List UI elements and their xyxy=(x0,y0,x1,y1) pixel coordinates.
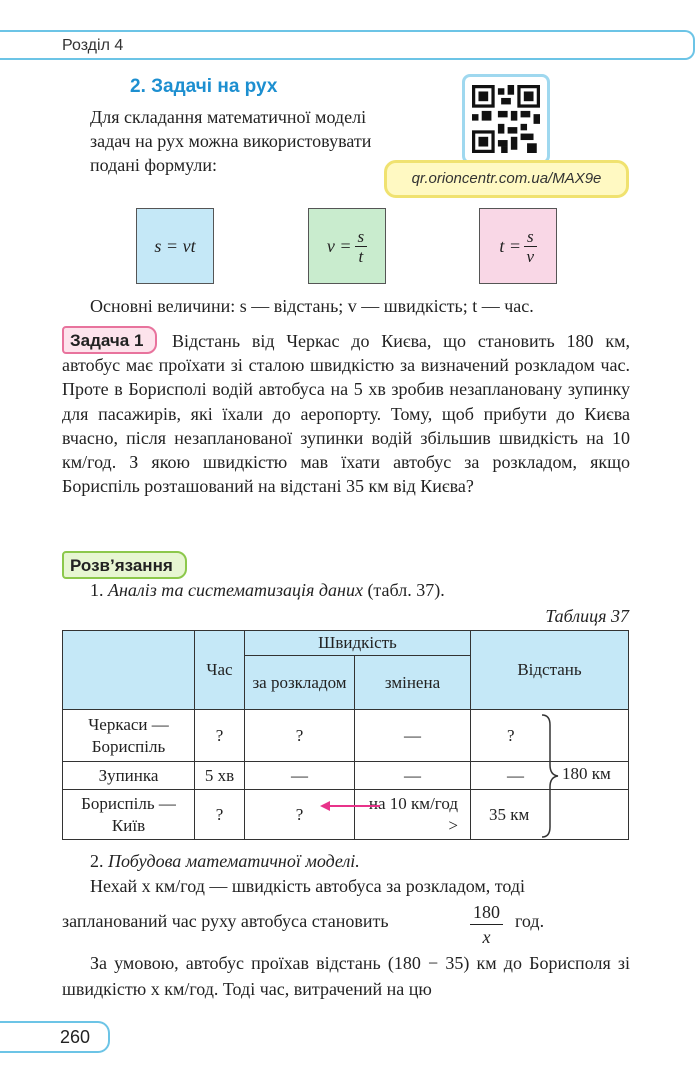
paragraph-hours-unit: год. xyxy=(515,911,545,931)
row-scheduled: ? xyxy=(245,790,355,840)
basic-quantities: Основні величини: s — відстань; v — швидкість; t — час. xyxy=(90,296,534,316)
qr-code-icon xyxy=(472,84,540,154)
right-brace-icon xyxy=(540,713,560,839)
row-label: Бориспіль — Київ xyxy=(63,790,195,840)
paragraph-condition xyxy=(62,950,630,1002)
row-label: Зупинка xyxy=(63,762,195,790)
page-number: 260 xyxy=(60,1027,91,1047)
step-1-ref: (табл. 37). xyxy=(367,580,445,600)
qr-link[interactable]: qr.orioncentr.com.ua/MAX9e xyxy=(384,160,629,198)
row-changed: — xyxy=(355,762,471,790)
formula-distance xyxy=(136,208,214,284)
formula-time-num: s xyxy=(524,227,537,247)
formula-time xyxy=(479,208,557,284)
fraction-180-over-x xyxy=(470,900,503,949)
header-time: Час xyxy=(195,631,245,710)
fraction-numerator: 180 xyxy=(470,900,503,925)
row-time: 5 хв xyxy=(195,762,245,790)
header-changed: змінена xyxy=(355,656,471,710)
step-2-number: 2. xyxy=(90,851,104,871)
row-distance: 35 км xyxy=(471,790,629,840)
row-time: ? xyxy=(195,790,245,840)
fraction-denominator: x xyxy=(482,927,491,947)
qr-code[interactable] xyxy=(462,74,550,164)
formula-speed-den: t xyxy=(358,246,364,266)
row-time: ? xyxy=(195,710,245,762)
formula-speed-left: v = xyxy=(326,235,352,256)
row-distance: ? xyxy=(471,710,629,762)
section-label: Розділ 4 xyxy=(62,37,124,54)
formula-speed-num: s xyxy=(355,227,368,247)
task-text xyxy=(62,329,630,498)
solution-tag: Розв’язання xyxy=(62,551,187,579)
section-header xyxy=(0,30,695,60)
formula-speed xyxy=(308,208,386,284)
step-1-title: Аналіз та систематизація даних xyxy=(108,580,363,600)
formula-time-left: t = xyxy=(499,235,522,256)
left-arrow-icon xyxy=(318,797,382,815)
row-scheduled: ? xyxy=(245,710,355,762)
step-2 xyxy=(90,851,360,872)
row-distance: — xyxy=(471,762,629,790)
intro-paragraph: Для складання математичної моделі задач на рух можна використовувати подані формули: xyxy=(90,107,372,175)
formula-distance-text: s = vt xyxy=(154,235,196,256)
header-distance: Відстань xyxy=(471,631,629,710)
brace-total-label: 180 км xyxy=(562,764,611,783)
row-changed: на 10 км/год > xyxy=(355,790,471,840)
task-body: Відстань від Черкас до Києва, що становить 180 км, автобус має проїхати зі сталою швидкістю за визначений розкладом час. Проте в Борисполі водій автобуса на 5 хв зробив незаплановану зупинку для пасажирів, які їхали до аеропорту. Тому, щоб прибути до Києва вчасно, після незапланованої зупинки водій збільшив швидкість на 10 км/год. З якою швидкістю мав їхати автобус за розкладом, якщо Бориспіль розташований на відстані 35 км від Києва? xyxy=(62,331,630,497)
row-changed: — xyxy=(355,710,471,762)
header-scheduled: за розкладом xyxy=(245,656,355,710)
header-empty xyxy=(63,631,195,710)
paragraph-let-x: Нехай x км/год — швидкість автобуса за розкладом, тоді xyxy=(90,876,526,896)
step-1 xyxy=(90,580,445,601)
paragraph-condition-text: За умовою, автобус проїхав відстань (180 − 35) км до Борисполя зі швидкістю x км/год. Тоді час, витрачений на цю xyxy=(62,953,630,999)
header-speed: Швидкість xyxy=(245,631,471,656)
step-2-title: Побудова математичної моделі. xyxy=(108,851,360,871)
task-tag: Задача 1 xyxy=(62,326,157,354)
row-label: Черкаси — Бориспіль xyxy=(63,710,195,762)
page-number-box xyxy=(0,1021,110,1053)
paragraph-planned-time: запланований час руху автобуса становить xyxy=(62,911,389,931)
row-scheduled: — xyxy=(245,762,355,790)
section-title: 2. Задачі на рух xyxy=(130,76,278,97)
formula-time-den: v xyxy=(526,246,535,266)
table-caption: Таблиця 37 xyxy=(545,606,629,626)
step-1-number: 1. xyxy=(90,580,104,600)
